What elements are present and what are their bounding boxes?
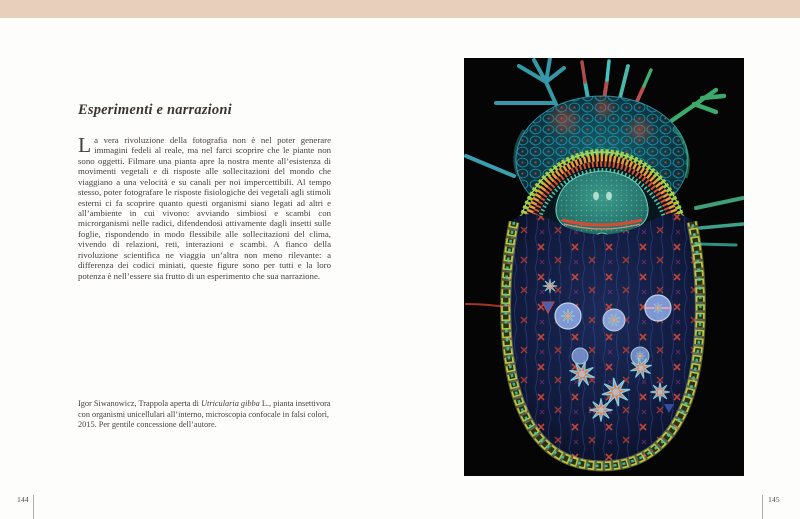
body-paragraph (78, 132, 331, 281)
page-title: Esperimenti e narrazioni (78, 101, 232, 118)
left-folio-rule (33, 495, 34, 519)
left-page-number: 144 (17, 495, 29, 504)
figure-caption (78, 399, 334, 430)
utricularia-confocal-figure (464, 58, 744, 476)
top-color-band (0, 0, 800, 18)
right-page-number: 145 (768, 495, 780, 504)
trap-body-sac (505, 214, 703, 470)
caption-text-start: Igor Siwanowicz, Trappola aperta di (78, 399, 202, 409)
caption-species-name: Utricularia gibba (201, 399, 260, 409)
caption-text-end: L., pianta insettivora con organismi unicellulari all’interno, microscopia confocale in falsi colori, 2015. Per gentile concessione dell’autore. (78, 399, 331, 429)
utricularia-confocal-image (464, 58, 744, 476)
paragraph-text: a vera rivoluzione della fotografia non è nel poter generare immagini fedeli al reale, ma nel farci scoprire che le piante non sono oggetti. Filmare una pianta apre la nostra mente all’esistenza di movimenti vegetali e di risposte alle sollecitazioni del mondo che viaggiano a una velocità e su canali per noi impercettibili. Al tempo stesso, poter fotografare le risposte fisiologiche dei vegetali agli stimoli esterni ci fa scoprire quanto questi organismi siano legati ad altri e all’ambiente in cui vivono: avviando simbiosi e scambi con microrganismi nelle radici, difendendosi attivamente dagli insetti sulle foglie, rispondendo in modo flessibile alle sollecitazioni del clima, vivendo di relazioni, reti, interazioni e scambi. A fianco della rivoluzione scientifica ne viaggia un’altra non meno rilevante: a differenza dei codici miniati, queste figure sono per tutti e la loro potenza è nell’essere sia frutto di un esperimento che sua narrazione. (78, 134, 331, 281)
dropcap-letter: L (78, 132, 92, 157)
right-folio-rule (762, 495, 763, 519)
